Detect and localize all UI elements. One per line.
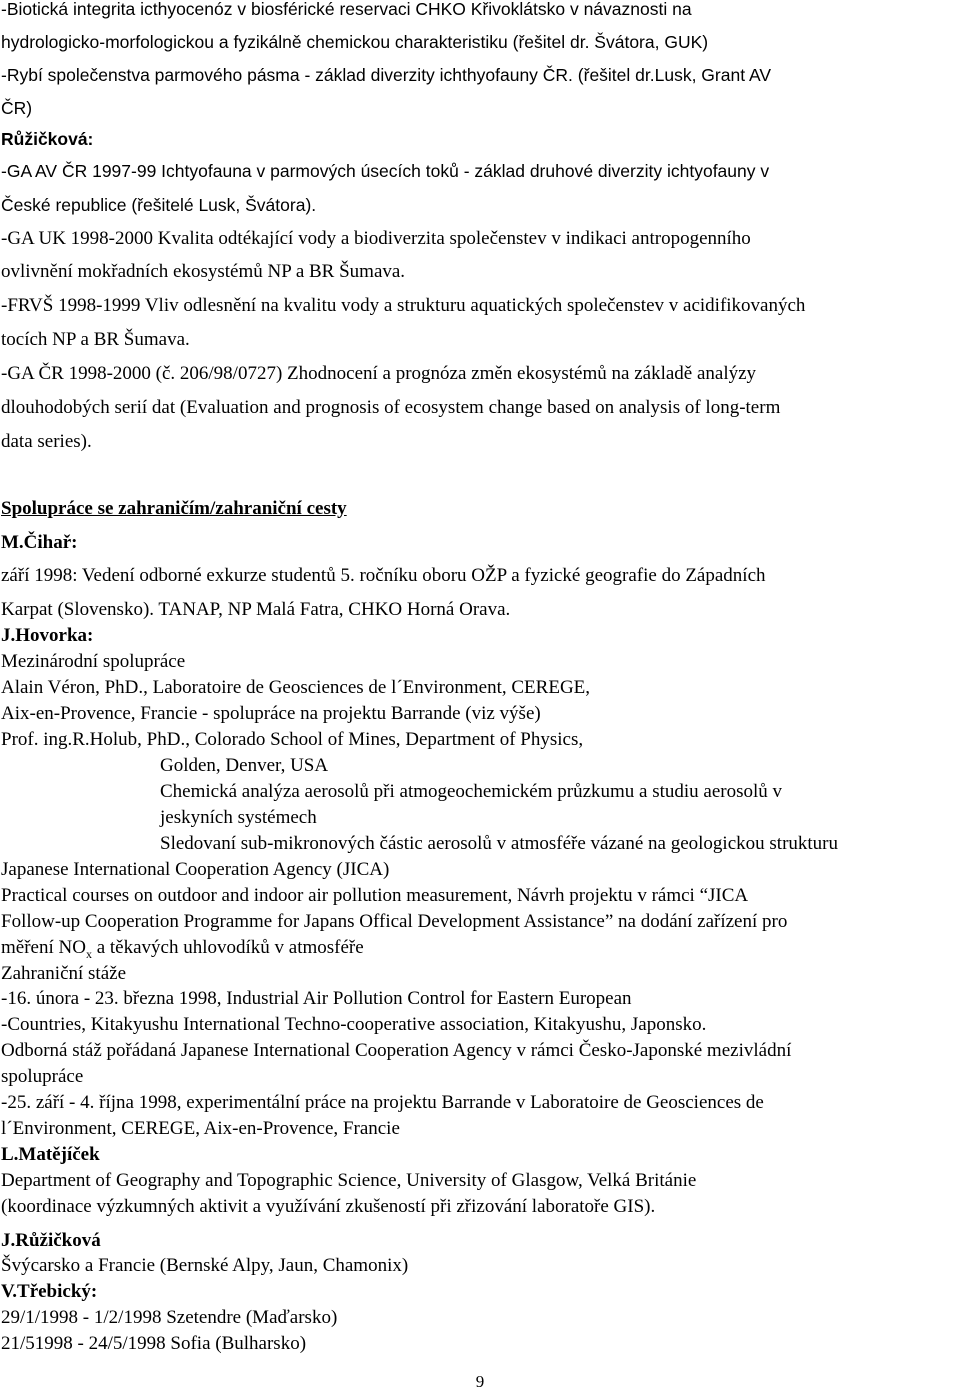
text-line: Prof. ing.R.Holub, PhD., Colorado School of Mines, Department of Physics, xyxy=(1,729,584,750)
person-heading: Růžičková: xyxy=(1,129,94,149)
person-heading: L.Matějíček xyxy=(1,1144,100,1165)
text-line: Karpat (Slovensko). TANAP, NP Malá Fatra, CHKO Horná Orava. xyxy=(1,599,511,620)
text-line: ovlivnění mokřadních ekosystémů NP a BR Šumava. xyxy=(1,261,406,282)
text-line: Švýcarsko a Francie (Bernské Alpy, Jaun, Chamonix) xyxy=(1,1255,409,1276)
person-heading: J.Růžičková xyxy=(1,1230,101,1251)
text-line: Sledovaní sub-mikronových částic aerosolů v atmosféře vázané na geologickou strukturu xyxy=(160,833,838,854)
text-line: hydrologicko-morfologickou a fyzikálně chemickou charakteristiku (řešitel dr. Švátora, GUK) xyxy=(1,32,709,52)
text-line: -FRVŠ 1998-1999 Vliv odlesnění na kvalitu vody a strukturu aquatických společenstev v acidifikovaných xyxy=(1,295,806,316)
text-line: -16. února - 23. března 1998, Industrial Air Pollution Control for Eastern European xyxy=(1,988,632,1009)
text-line: tocích NP a BR Šumava. xyxy=(1,329,190,350)
text-line: Practical courses on outdoor and indoor air pollution measurement, Návrh projektu v rámci “JICA xyxy=(1,885,749,906)
text-line: 29/1/1998 - 1/2/1998 Szetendre (Maďarsko) xyxy=(1,1307,338,1328)
person-heading: J.Hovorka: xyxy=(1,625,94,646)
text-line: -GA AV ČR 1997-99 Ichtyofauna v parmových úsecích toků - základ druhové diverzity ichtyofauny v xyxy=(1,161,770,181)
text-line: -Countries, Kitakyushu International Techno-cooperative association, Kitakyushu, Japonsko. xyxy=(1,1014,707,1035)
text-line: ČR) xyxy=(1,98,33,118)
text-line: -Rybí společenstva parmového pásma - základ diverzity ichthyofauny ČR. (řešitel dr.Lusk, Grant AV xyxy=(1,65,772,85)
text-line: -GA ČR 1998-2000 (č. 206/98/0727) Zhodnocení a prognóza změn ekosystémů na základě analýzy xyxy=(1,363,757,384)
text-line: Follow-up Cooperation Programme for Japans Offical Development Assistance” na dodání zařízení pro xyxy=(1,911,788,932)
text-line: Department of Geography and Topographic Science, University of Glasgow, Velká Británie xyxy=(1,1170,697,1191)
text-line: Japanese International Cooperation Agency (JICA) xyxy=(1,859,390,880)
text-line: České republice (řešitelé Lusk, Švátora). xyxy=(1,195,317,215)
person-heading: V.Třebický: xyxy=(1,1281,98,1302)
text-line xyxy=(1,936,364,960)
text-line: 21/51998 - 24/5/1998 Sofia (Bulharsko) xyxy=(1,1333,307,1354)
text-line: Zahraniční stáže xyxy=(1,963,127,984)
text-line: Alain Véron, PhD., Laboratoire de Geosciences de l´Environment, CEREGE, xyxy=(1,677,591,698)
text-line: jeskyních systémech xyxy=(160,807,317,828)
text-line: září 1998: Vedení odborné exkurze studentů 5. ročníku oboru OŽP a fyzické geografie do Západních xyxy=(1,565,766,586)
text-line: -25. září - 4. října 1998, experimentální práce na projektu Barrande v Laboratoire de Geosciences de xyxy=(1,1092,764,1113)
text-line: dlouhodobých serií dat (Evaluation and prognosis of ecosystem change based on analysis of long-term xyxy=(1,397,781,418)
text-line: Odborná stáž pořádaná Japanese International Cooperation Agency v rámci Česko-Japonské mezivládní xyxy=(1,1040,792,1061)
section-heading: Spolupráce se zahraničím/zahraniční cesty xyxy=(1,498,347,519)
page-number: 9 xyxy=(475,1372,485,1391)
text-line: data series). xyxy=(1,431,92,452)
text-line: (koordinace výzkumných aktivit a využívání zkušeností při zřizování laboratoře GIS). xyxy=(1,1196,656,1217)
text-line: Aix-en-Provence, Francie - spolupráce na projektu Barrande (viz výše) xyxy=(1,703,541,724)
text-line: Mezinárodní spolupráce xyxy=(1,651,186,672)
text-line: Golden, Denver, USA xyxy=(160,755,329,776)
text-line: l´Environment, CEREGE, Aix-en-Provence, Francie xyxy=(1,1118,400,1139)
subscript: x xyxy=(85,946,92,961)
text-line: Chemická analýza aerosolů při atmogeochemickém průzkumu a studiu aerosolů v xyxy=(160,781,783,802)
text-run: a těkavých uhlovodíků v atmosféře xyxy=(91,937,364,958)
text-line: spolupráce xyxy=(1,1066,84,1087)
text-run: měření NO xyxy=(1,937,86,958)
person-heading: M.Čihař: xyxy=(1,532,78,553)
text-line: -GA UK 1998-2000 Kvalita odtékající vody a biodiverzita společenstev v indikaci antropogenního xyxy=(1,228,751,249)
text-line: -Biotická integrita icthyocenóz v biosférické reservaci CHKO Křivoklátsko v návaznosti na xyxy=(1,0,692,19)
